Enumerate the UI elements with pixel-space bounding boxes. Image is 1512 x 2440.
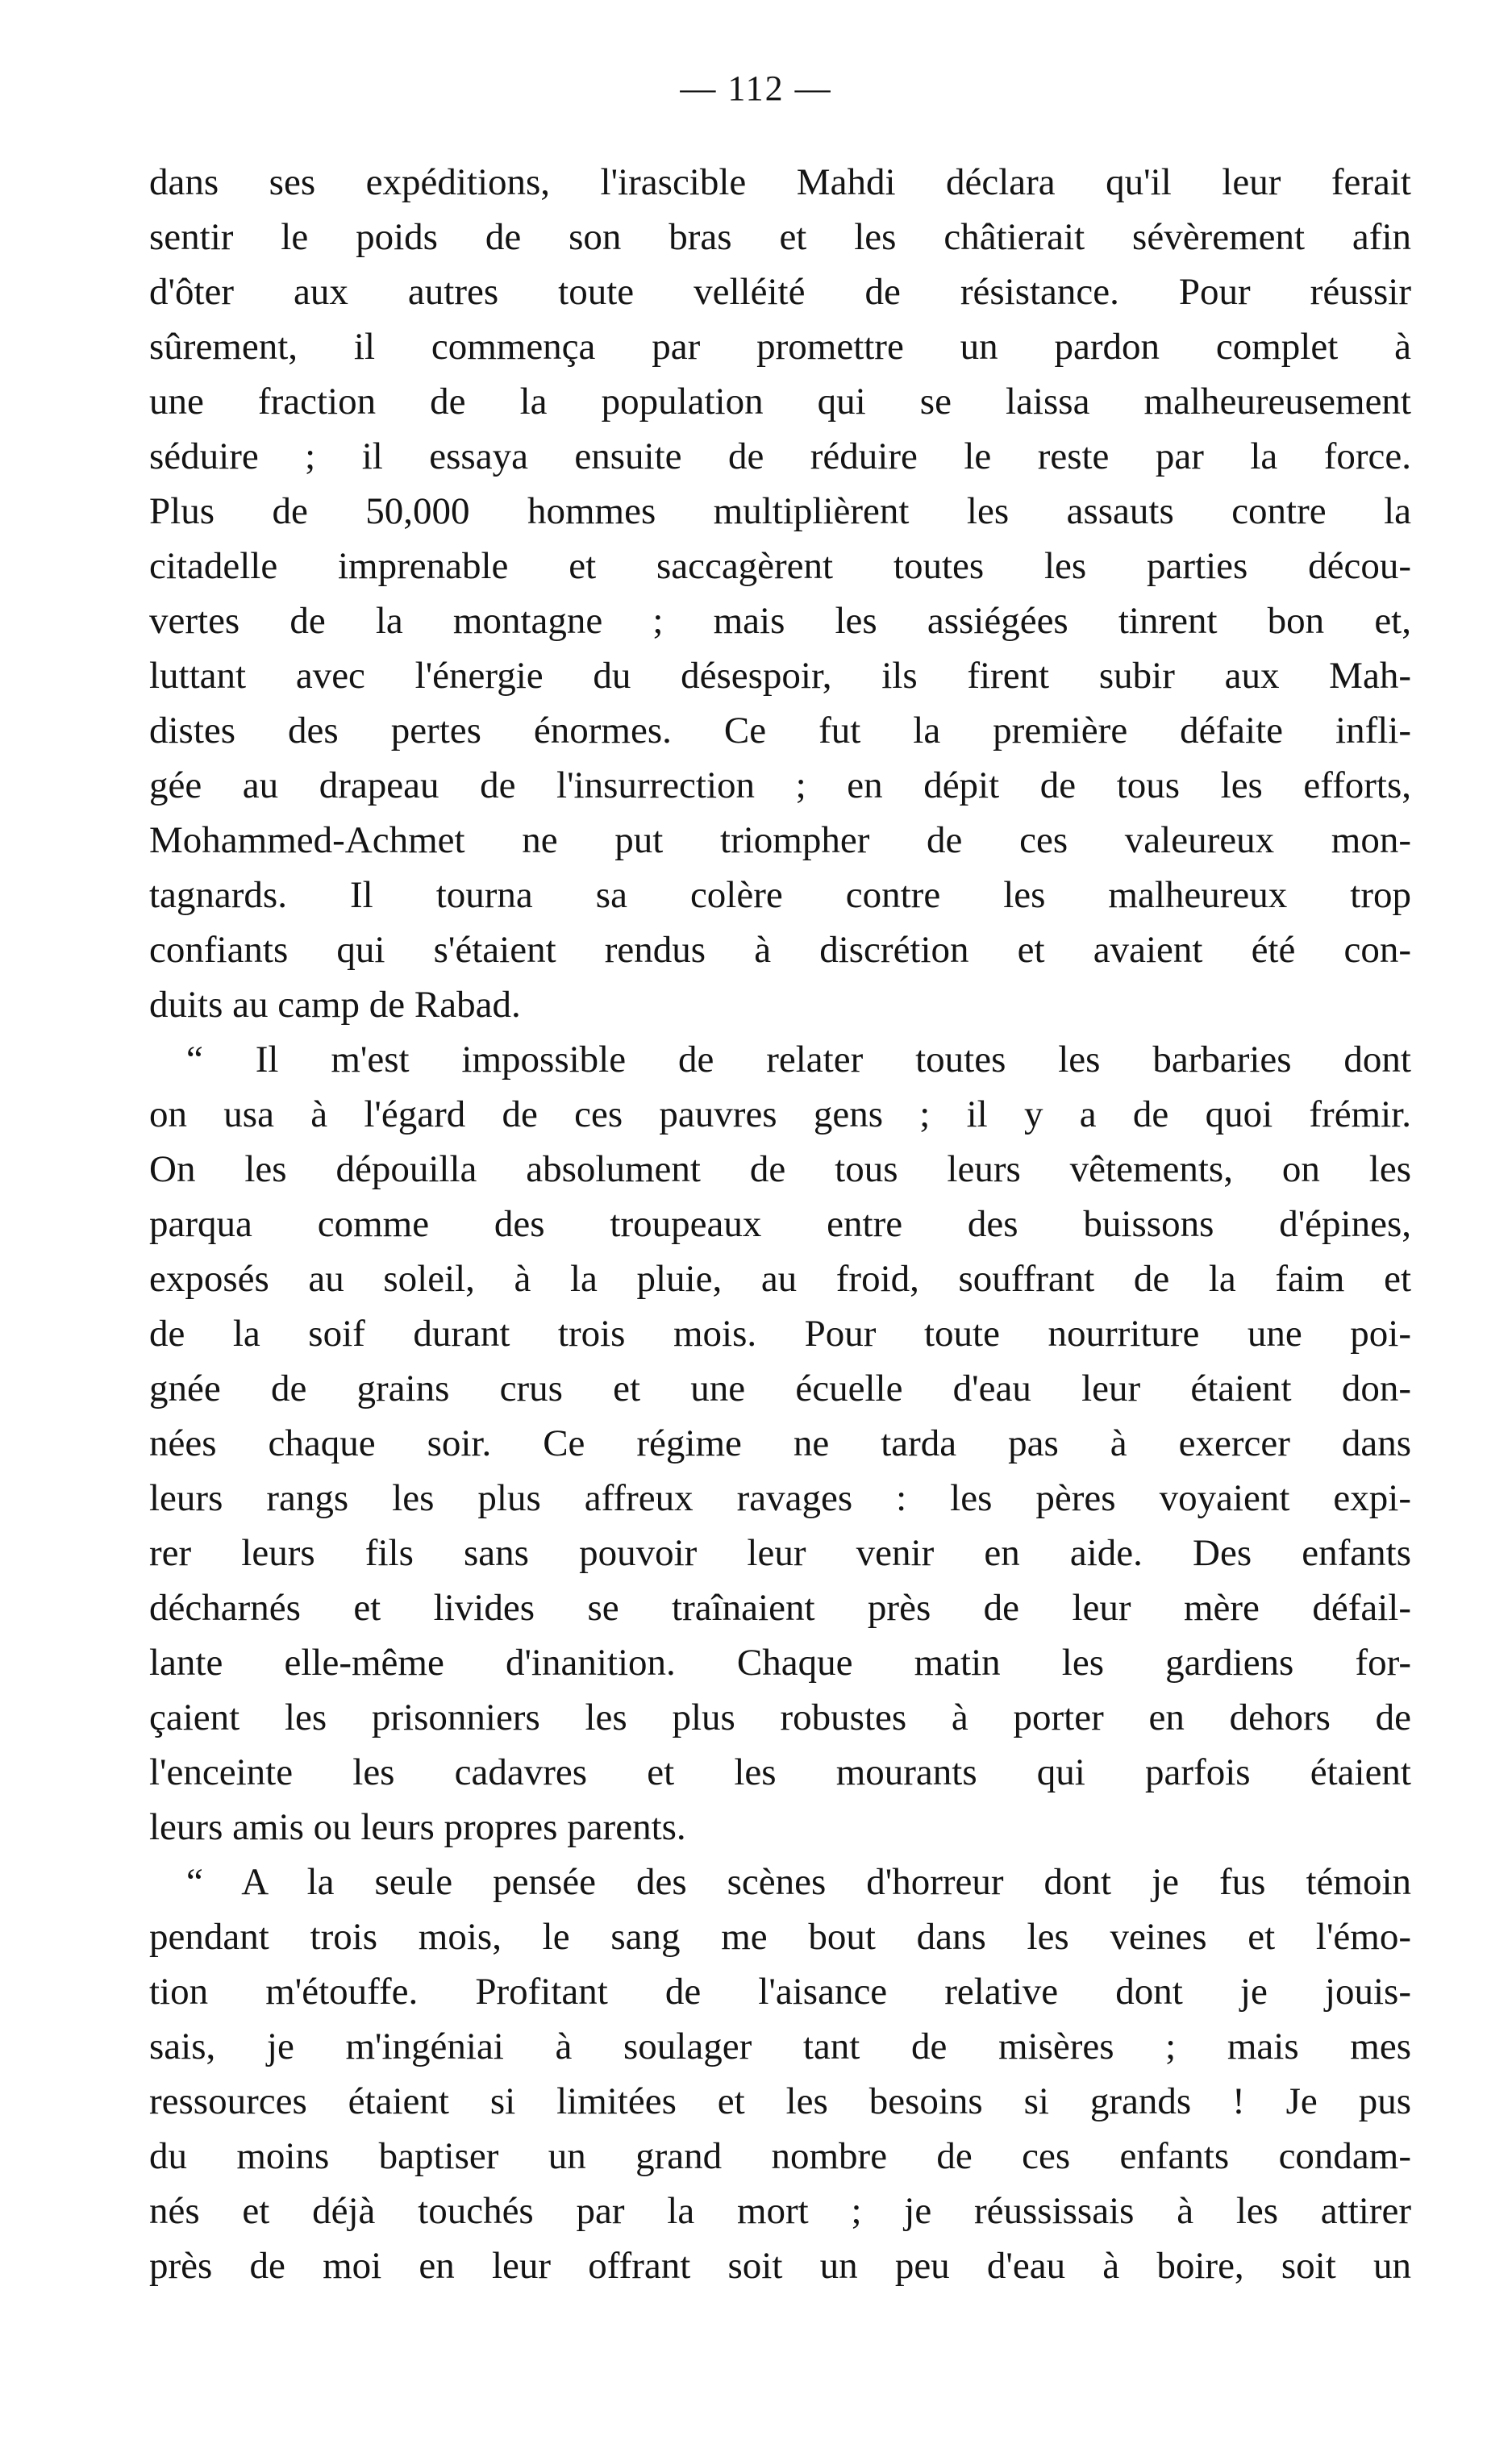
text-line: nées chaque soir. Ce régime ne tarda pas à exercer dans [149, 1422, 1411, 1464]
text-line-paragraph-start: “ A la seule pensée des scènes d'horreur dont je fus témoin [186, 1861, 1411, 1903]
text-line: sûrement, il commença par promettre un pardon complet à [149, 326, 1411, 368]
text-line: décharnés et livides se traînaient près de leur mère défail- [149, 1587, 1411, 1629]
text-line: leurs rangs les plus affreux ravages : les pères voyaient expi- [149, 1477, 1411, 1519]
text-line: séduire ; il essaya ensuite de réduire le reste par la force. [149, 435, 1411, 477]
text-line-paragraph-end: duits au camp de Rabad. [149, 984, 521, 1026]
text-line: nés et déjà touchés par la mort ; je réussissais à les attirer [149, 2190, 1411, 2232]
text-line: de la soif durant trois mois. Pour toute nourriture une poi- [149, 1313, 1411, 1355]
text-line: on usa à l'égard de ces pauvres gens ; il y a de quoi frémir. [149, 1093, 1411, 1135]
text-line: exposés au soleil, à la pluie, au froid, souffrant de la faim et [149, 1258, 1411, 1300]
text-line: vertes de la montagne ; mais les assiégées tinrent bon et, [149, 600, 1411, 642]
text-line: sais, je m'ingéniai à soulager tant de misères ; mais mes [149, 2026, 1411, 2067]
text-line: citadelle imprenable et saccagèrent toutes les parties décou- [149, 545, 1411, 587]
text-line: luttant avec l'énergie du désespoir, ils firent subir aux Mah- [149, 655, 1411, 697]
text-line: gnée de grains crus et une écuelle d'eau leur étaient don- [149, 1368, 1411, 1409]
text-line: d'ôter aux autres toute velléité de résistance. Pour réussir [149, 271, 1411, 313]
text-line: Mohammed-Achmet ne put triompher de ces valeureux mon- [149, 819, 1411, 861]
text-line: ressources étaient si limitées et les besoins si grands ! Je pus [149, 2080, 1411, 2122]
text-line: tion m'étouffe. Profitant de l'aisance relative dont je jouis- [149, 1971, 1411, 2013]
text-line: tagnards. Il tourna sa colère contre les malheureux trop [149, 874, 1411, 916]
text-line: une fraction de la population qui se laissa malheureusement [149, 381, 1411, 423]
text-line: çaient les prisonniers les plus robustes à porter en dehors de [149, 1697, 1411, 1738]
text-line: du moins baptiser un grand nombre de ces enfants condam- [149, 2135, 1411, 2177]
text-line: parqua comme des troupeaux entre des buissons d'épines, [149, 1203, 1411, 1245]
text-line: gée au drapeau de l'insurrection ; en dépit de tous les efforts, [149, 764, 1411, 806]
page-number: — 112 — [680, 69, 832, 108]
text-line: pendant trois mois, le sang me bout dans les veines et l'émo- [149, 1916, 1411, 1958]
text-line: près de moi en leur offrant soit un peu d'eau à boire, soit un [149, 2245, 1411, 2287]
text-line: confiants qui s'étaient rendus à discrétion et avaient été con- [149, 929, 1411, 971]
text-line: Plus de 50,000 hommes multiplièrent les assauts contre la [149, 490, 1411, 532]
text-line: l'enceinte les cadavres et les mourants qui parfois étaient [149, 1751, 1411, 1793]
text-line-paragraph-end: leurs amis ou leurs propres parents. [149, 1806, 686, 1848]
text-line: On les dépouilla absolument de tous leurs vêtements, on les [149, 1148, 1411, 1190]
text-line: lante elle-même d'inanition. Chaque matin les gardiens for- [149, 1642, 1411, 1684]
body-text [149, 155, 1411, 2293]
text-line: sentir le poids de son bras et les châtierait sévèrement afin [149, 216, 1411, 258]
text-line-paragraph-start: “ Il m'est impossible de relater toutes les barbaries dont [186, 1039, 1411, 1081]
text-line: rer leurs fils sans pouvoir leur venir en aide. Des enfants [149, 1532, 1411, 1574]
text-line: distes des pertes énormes. Ce fut la première défaite infli- [149, 710, 1411, 752]
text-line: dans ses expéditions, l'irascible Mahdi déclara qu'il leur ferait [149, 161, 1411, 203]
